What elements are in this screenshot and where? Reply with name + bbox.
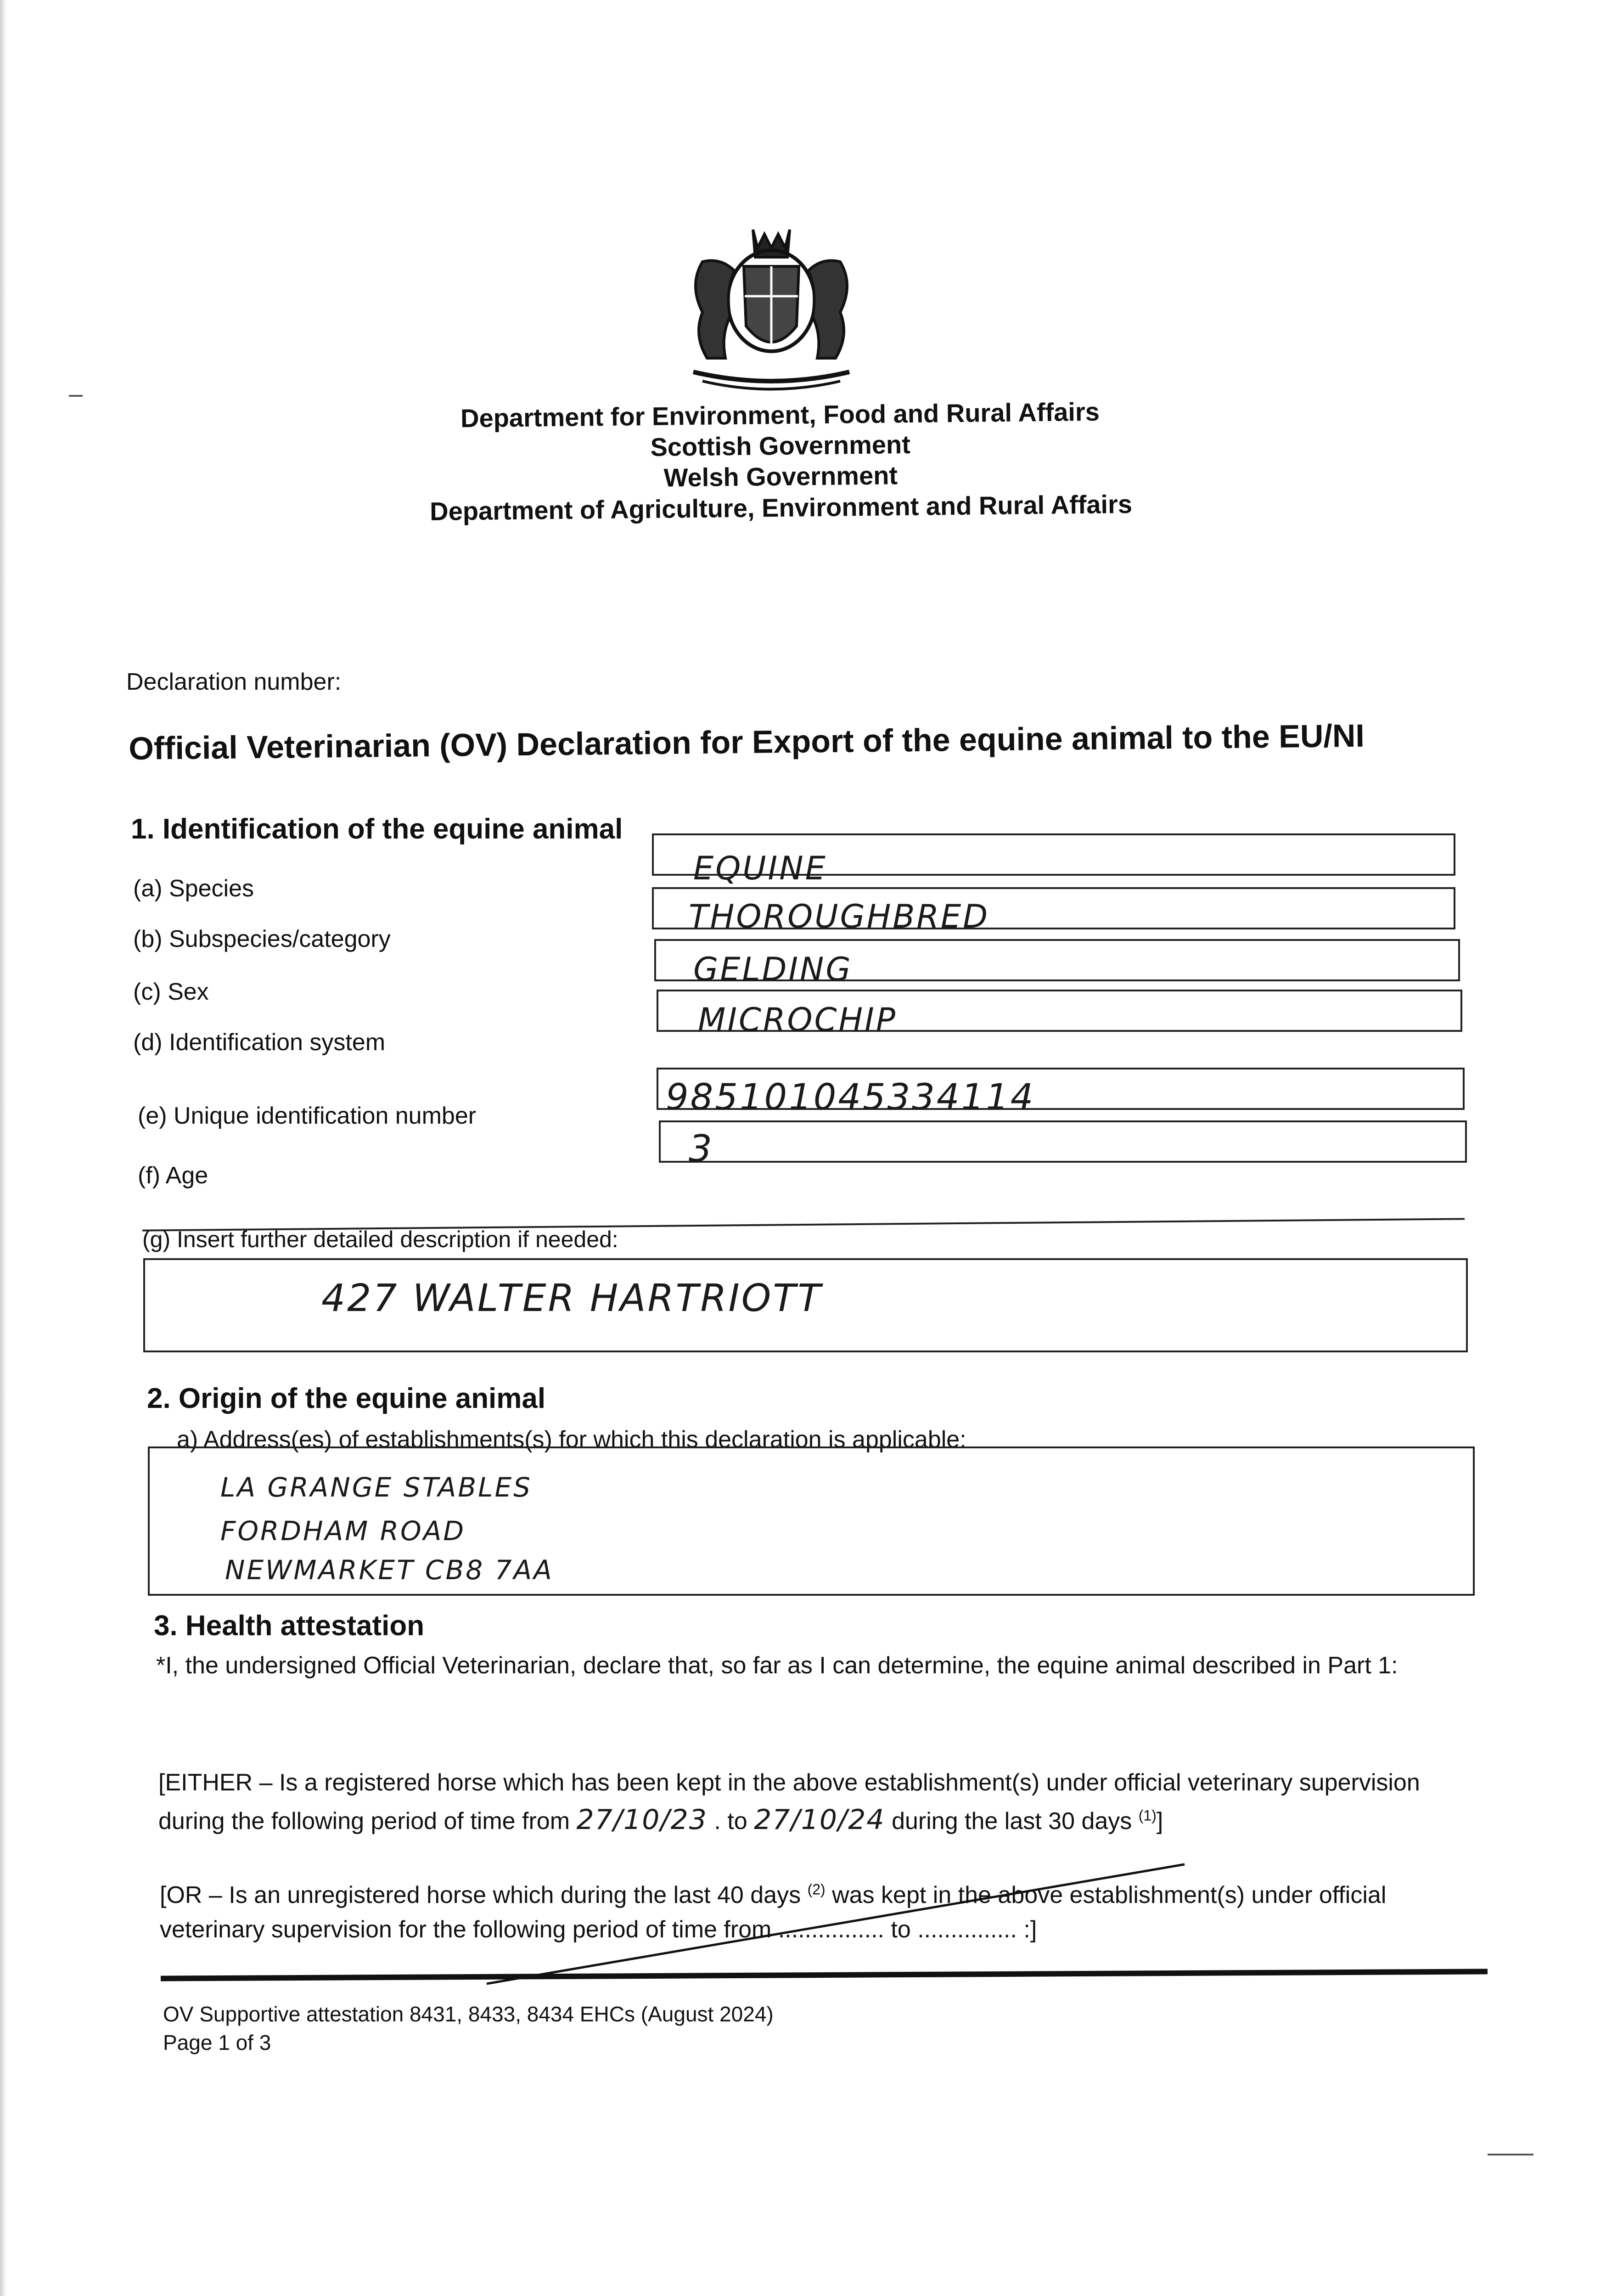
either-end: ] — [1156, 1808, 1163, 1835]
royal-crest-icon — [675, 220, 868, 395]
address-line-2: FORDHAM ROAD — [220, 1515, 466, 1547]
or-text-b: was kept in the above establishment(s) under official veterinary supervision for the following period of time from ................ to ............... :] — [160, 1882, 1387, 1943]
subspecies-value: THOROUGHBRED — [689, 898, 990, 935]
sex-label: (c) Sex — [133, 979, 209, 1005]
scan-edge — [0, 0, 6, 2296]
either-footnote: (1) — [1138, 1807, 1157, 1824]
or-footnote: (2) — [807, 1881, 826, 1898]
age-box — [659, 1120, 1467, 1163]
attestation-intro: *I, the undersigned Official Veterinarian, declare that, so far as I can determine, the equine animal described in Part 1: — [156, 1652, 1398, 1679]
uid-label: (e) Unique identification number — [138, 1103, 477, 1129]
further-description-label: (g) Insert further detailed description if needed: — [142, 1227, 618, 1252]
age-value: 3 — [689, 1127, 714, 1170]
strike-out-mark — [459, 1855, 1240, 2002]
either-text-b: during the last 30 days — [892, 1808, 1132, 1835]
dept-line: Scottish Government — [650, 430, 911, 462]
uid-value: 985101045334114 — [666, 1077, 1035, 1118]
either-to-date: 27/10/24 — [754, 1804, 885, 1836]
address-label: a) Address(es) of establishments(s) for which this declaration is applicable: — [177, 1426, 966, 1453]
either-to-word: . to — [714, 1808, 747, 1835]
dept-line: Department for Environment, Food and Rural Affairs — [460, 397, 1100, 433]
id-system-label: (d) Identification system — [133, 1029, 386, 1056]
further-description-value: 427 WALTER HARTRIOTT — [321, 1277, 823, 1320]
footer-page-number: Page 1 of 3 — [163, 2031, 271, 2055]
species-label: (a) Species — [133, 875, 254, 902]
subspecies-label: (b) Subspecies/category — [133, 926, 391, 952]
sex-value: GELDING — [693, 951, 853, 988]
age-label: (f) Age — [138, 1162, 208, 1189]
either-from-date: 27/10/23 — [576, 1804, 708, 1836]
page-title: Official Veterinarian (OV) Declaration for Export of the equine animal to the EU/NI — [129, 717, 1365, 766]
section1-heading: 1. Identification of the equine animal — [131, 813, 623, 845]
either-text-a: [EITHER – Is a registered horse which has been kept in the above establishment(s) under official veterinary supervision during the following period of time from — [158, 1769, 1420, 1835]
address-line-3: NEWMARKET CB8 7AA — [225, 1554, 554, 1586]
scan-mark — [69, 395, 83, 397]
declaration-number-label: Declaration number: — [126, 669, 342, 695]
or-text-a: [OR – Is an unregistered horse which during the last 40 days — [160, 1882, 801, 1908]
section3-heading: 3. Health attestation — [154, 1610, 425, 1642]
footer — [163, 2000, 774, 2057]
scan-mark — [1488, 2154, 1533, 2155]
section2-heading: 2. Origin of the equine animal — [147, 1383, 546, 1414]
id-system-value: MICROCHIP — [698, 1001, 898, 1039]
species-value: EQUINE — [693, 850, 827, 887]
footer-line-1: OV Supportive attestation 8431, 8433, 8434 EHCs (August 2024) — [163, 2002, 774, 2026]
dept-line: Welsh Government — [663, 461, 898, 493]
department-header — [367, 395, 1195, 528]
either-clause — [158, 1766, 1476, 1840]
address-line-1: LA GRANGE STABLES — [220, 1472, 532, 1503]
dept-line: Department of Agriculture, Environment and Rural Affairs — [429, 489, 1133, 526]
